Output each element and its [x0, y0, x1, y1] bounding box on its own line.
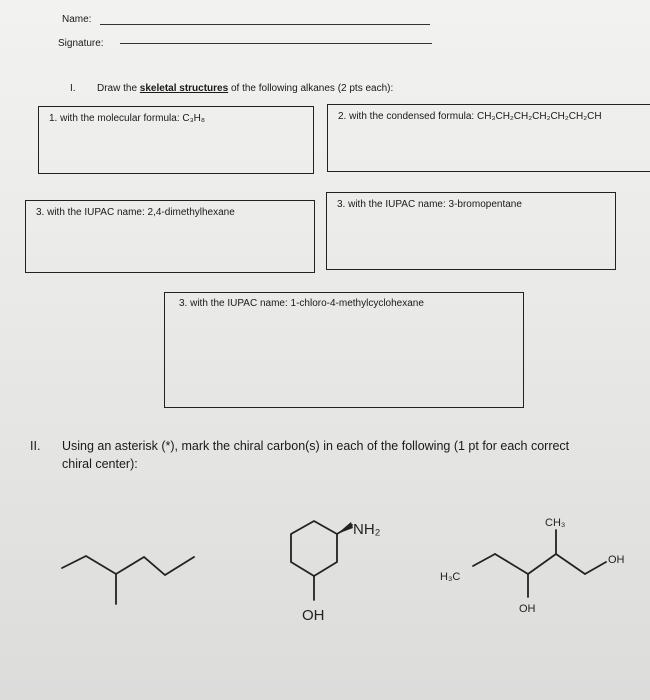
oh-bottom-label: OH [519, 603, 536, 615]
ring-oh-label: OH [302, 607, 325, 624]
answer-box-3-label: 3. with the IUPAC name: 2,4-dimethylhexane [36, 207, 235, 218]
answer-box-2-label: 2. with the condensed formula: CH₃CH₂CH₂CH₂CH₂CH₂CH [338, 111, 602, 122]
oh-right-label: OH [608, 554, 625, 566]
h3c-label: H₃C [440, 571, 461, 583]
answer-box-4-label: 3. with the IUPAC name: 3-bromopentane [337, 199, 522, 210]
wedge-bond [337, 522, 353, 534]
molecule-3-skeleton[interactable] [473, 530, 606, 597]
ch3-label: CH₃ [545, 517, 566, 529]
part1-instruction-prefix: Draw the [97, 83, 140, 94]
answer-box-1-label: 1. with the molecular formula: C₃H₈ [49, 113, 206, 124]
name-label: Name: [62, 14, 92, 25]
molecule-1-skeleton[interactable] [62, 556, 194, 604]
nh2-label: NH₂ [353, 521, 381, 538]
part1-numeral: I. [70, 83, 76, 94]
part2-numeral: II. [30, 439, 41, 453]
part1-instruction-emphasis: skeletal structures [139, 83, 229, 94]
signature-label: Signature: [58, 38, 104, 49]
part1-instruction-suffix: of the following alkanes (2 pts each): [228, 83, 394, 94]
molecule-2-ring[interactable] [291, 521, 352, 600]
answer-box-5-label: 3. with the IUPAC name: 1-chloro-4-methylcyclohexane [179, 298, 424, 309]
part2-instruction-line2: chiral center): [62, 457, 138, 471]
part2-instruction-line1: Using an asterisk (*), mark the chiral carbon(s) in each of the following (1 pt for each correct [62, 439, 570, 453]
